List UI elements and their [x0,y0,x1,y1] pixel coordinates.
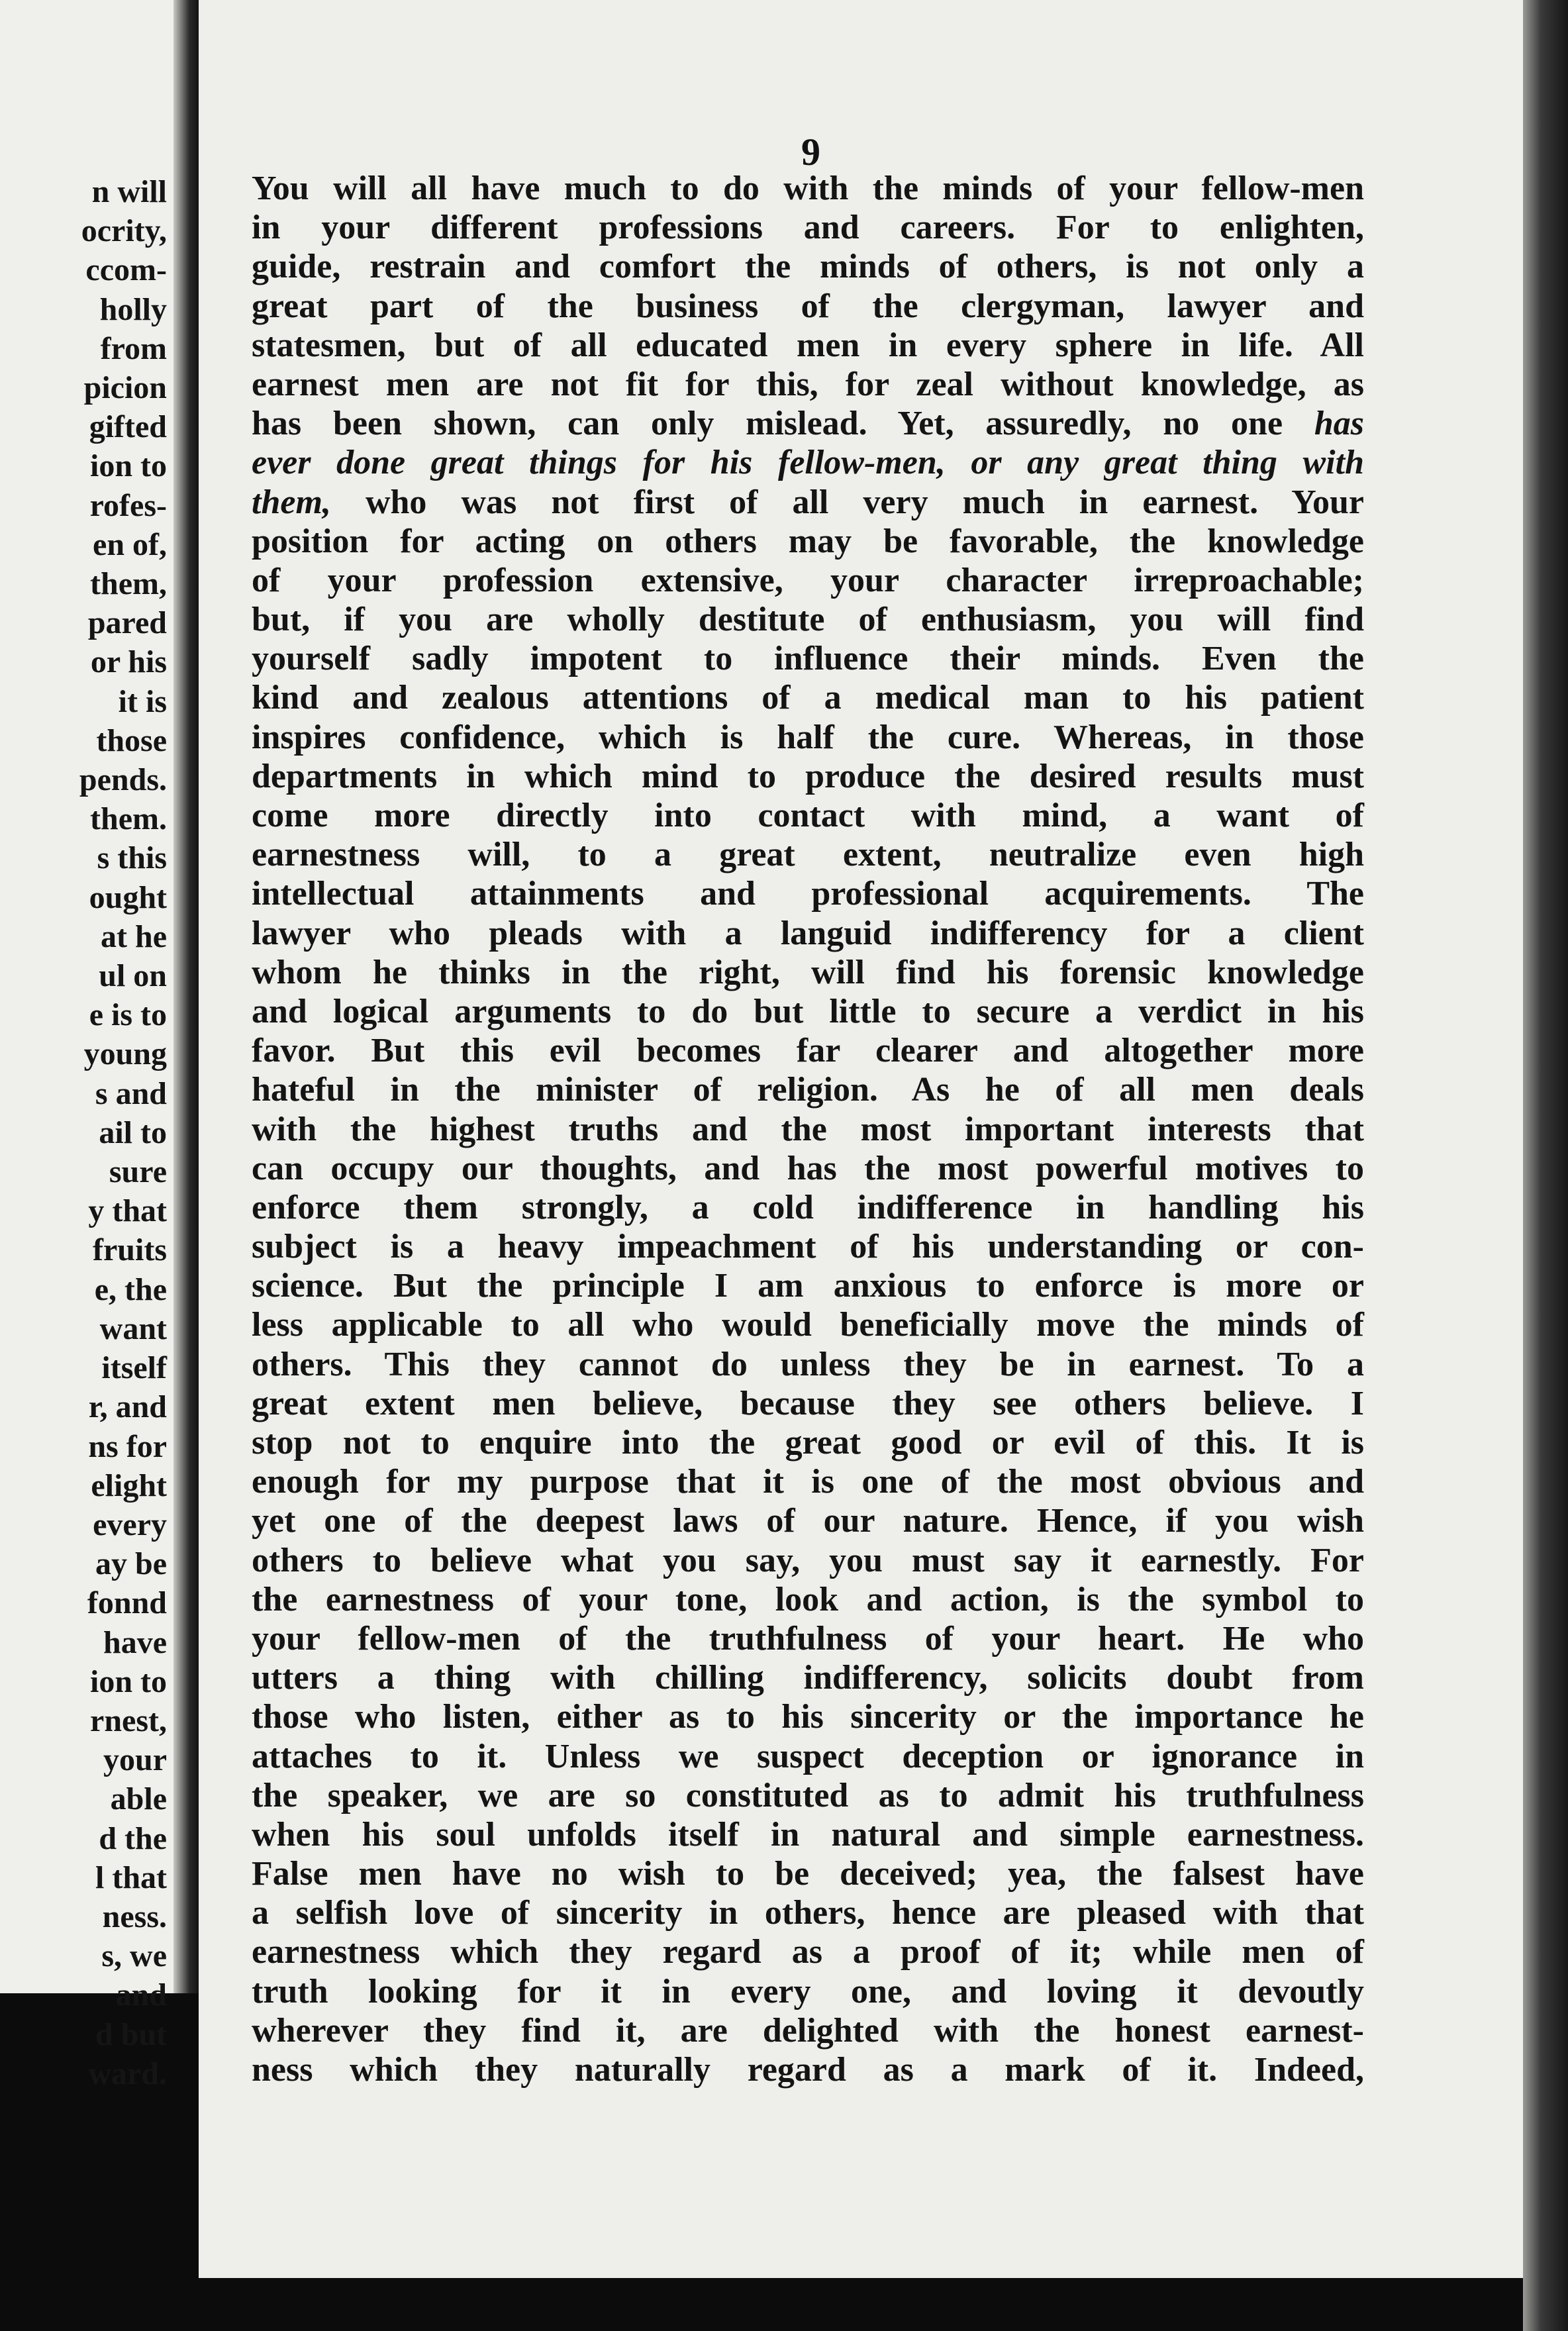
text-line [252,483,1364,522]
book-gutter [173,0,200,1993]
text-segment: in your different professions and careers. For to enlighten, [252,209,1364,247]
left-text-line: en of, [93,526,167,562]
left-text-line: e is to [89,997,167,1033]
text-segment: earnest men are not fit for this, for zeal without knowledge, as [252,365,1364,403]
text-segment: subject is a heavy impeachment of his understanding or con- [252,1228,1364,1266]
text-segment: kind and zealous attentions of a medical man to his patient [252,679,1364,717]
left-text-line: have [103,1624,167,1660]
text-segment: has been shown, can only mislead. Yet, assuredly, no one [252,405,1314,443]
left-text-line: ion to [89,448,167,484]
text-segment: with the highest truths and the most important interests that [252,1110,1364,1148]
text-line [252,1305,1364,1344]
text-line [252,1462,1364,1501]
left-text-line: picion [83,370,167,406]
left-text-line: ail to [99,1115,167,1150]
text-segment: less applicable to all who would beneficially move the minds of [252,1306,1364,1344]
left-text-line: young [83,1036,167,1072]
left-text-line: d the [99,1820,167,1856]
left-text-line: s this [97,840,167,876]
left-text-line: and [115,1977,167,2013]
text-line [252,2050,1364,2089]
left-text-line: ns for [88,1428,167,1464]
text-segment: guide, restrain and comfort the minds of others, is not only a [252,248,1364,286]
text-line [252,874,1364,913]
text-segment: of your profession extensive, your character irreproachable; [252,561,1364,599]
text-line [252,443,1364,482]
left-text-line: those [96,722,167,758]
text-segment: wherever they find it, are delighted with the honest earnest- [252,2011,1364,2050]
text-line [252,1893,1364,1932]
text-line [252,1501,1364,1540]
text-line [252,1031,1364,1070]
text-segment: ness which they naturally regard as a mark of it. Indeed, [252,2051,1364,2089]
text-line [252,522,1364,561]
text-line [252,639,1364,678]
text-line [252,1658,1364,1697]
text-segment: others. This they cannot do unless they be in earnest. To a [252,1345,1364,1383]
left-text-line: it is [118,683,167,719]
left-text-line: ccom- [85,252,167,288]
left-page-text [79,172,167,2093]
text-segment: yet one of the deepest laws of our nature. Hence, if you wish [252,1502,1364,1540]
text-segment: whom he thinks in the right, will find his forensic knowledge [252,953,1364,991]
left-text-line: pends. [79,762,167,798]
left-text-line: s and [95,1075,167,1111]
left-text-line: at he [101,918,167,954]
left-text-line: ness. [102,1899,167,1934]
text-line [252,1266,1364,1305]
text-line [252,1932,1364,1971]
text-segment: inspires confidence, which is half the cure. Whereas, in those [252,718,1364,756]
text-line [252,835,1364,874]
italic-text: has [1314,405,1364,443]
text-segment: come more directly into contact with mind, a want of [252,797,1364,834]
text-segment: False men have no wish to be deceived; yea, the falsest have [252,1855,1364,1893]
text-line [252,1737,1364,1776]
italic-text: them, [252,483,331,521]
text-segment: great extent men believe, because they see others believe. I [252,1384,1364,1422]
left-text-line: able [110,1781,167,1817]
text-segment: departments in which mind to produce the desired results must [252,757,1364,795]
text-line [252,600,1364,639]
text-line [252,1972,1364,2011]
text-line [252,208,1364,247]
text-segment: a selfish love of sincerity in others, hence are pleased with that [252,1894,1364,1932]
left-text-line: ought [89,879,167,915]
left-text-line: every [93,1507,167,1542]
text-line [252,561,1364,600]
text-line [252,757,1364,796]
text-line [252,1110,1364,1149]
text-line [252,1345,1364,1384]
text-segment: but, if you are wholly destitute of enthusiasm, you will find [252,601,1364,639]
text-line [252,365,1364,404]
text-line [252,1619,1364,1658]
text-line [252,1070,1364,1109]
left-text-line: fonnd [87,1585,167,1621]
left-text-line: n will [91,174,167,209]
page-edge-shadow [1523,0,1568,2331]
left-text-line: rnest, [90,1703,167,1738]
text-segment: the earnestness of your tone, look and action, is the symbol to [252,1580,1364,1618]
left-text-line: pared [87,605,167,641]
left-text-line: y that [88,1193,167,1229]
text-line [252,247,1364,286]
left-text-line: sure [109,1154,167,1190]
text-segment: others to believe what you say, you must say it earnestly. For [252,1541,1364,1579]
text-segment: the speaker, we are so constituted as to admit his truthfulness [252,1776,1364,1814]
text-segment: who was not first of all very much in earnest. Your [330,483,1364,521]
text-segment: yourself sadly impotent to influence their minds. Even the [252,640,1364,678]
page-number: 9 [801,130,820,174]
text-segment: hateful in the minister of religion. As he of all men deals [252,1071,1364,1109]
left-text-line: from [100,330,167,366]
left-text-line: them, [90,566,167,602]
left-text-line: ion to [89,1663,167,1699]
text-line [252,1697,1364,1736]
text-segment: favor. But this evil becomes far clearer and altogether more [252,1032,1364,1070]
left-text-line: your [103,1742,167,1778]
text-line [252,1227,1364,1266]
left-text-line: ocrity, [81,213,167,249]
left-text-line: itself [101,1350,167,1386]
left-text-line: fruits [93,1232,167,1268]
text-line [252,992,1364,1031]
text-line [252,1541,1364,1580]
left-page-fragment [0,0,173,2091]
left-text-line: d but [95,2016,167,2052]
left-text-line: ward. [88,2056,167,2091]
left-text-line: holly [99,291,167,327]
left-text-line: rofes- [89,487,167,523]
text-segment: attaches to it. Unless we suspect deception or ignorance in [252,1737,1364,1775]
text-segment: science. But the principle I am anxious to enforce is more or [252,1267,1364,1305]
text-line [252,1423,1364,1462]
text-line [252,1149,1364,1188]
text-segment: lawyer who pleads with a languid indifferency for a client [252,914,1364,952]
text-line [252,914,1364,953]
text-segment: when his soul unfolds itself in natural and simple earnestness. [252,1815,1364,1854]
body-text [252,169,1364,2089]
text-segment: truth looking for it in every one, and loving it devoutly [252,1972,1364,2010]
italic-text: ever done great things for his fellow-men, or any great thing with [252,444,1364,482]
text-segment: can occupy our thoughts, and has the most powerful motives to [252,1149,1364,1187]
left-text-line: ay be [95,1546,167,1582]
text-segment: intellectual attainments and professional acquirements. The [252,875,1364,913]
text-line [252,404,1364,443]
text-segment: position for acting on others may be favorable, the knowledge [252,522,1364,560]
text-line [252,796,1364,835]
text-line [252,1854,1364,1893]
text-segment: great part of the business of the clergyman, lawyer and [252,287,1364,325]
left-text-line: or his [90,644,167,680]
left-text-line: elight [91,1467,167,1503]
text-segment: and logical arguments to do but little to secure a verdict in his [252,992,1364,1030]
text-line [252,1384,1364,1423]
text-line [252,1776,1364,1815]
text-segment: earnestness which they regard as a proof of it; while men of [252,1933,1364,1971]
text-line [252,287,1364,326]
text-segment: your fellow-men of the truthfulness of your heart. He who [252,1619,1364,1658]
text-line [252,718,1364,757]
text-segment: those who listen, either as to his sincerity or the importance he [252,1698,1364,1736]
text-line [252,1580,1364,1619]
left-text-line: l that [95,1860,167,1895]
left-text-line: want [99,1311,167,1346]
left-text-line: r, and [88,1389,167,1425]
left-text-line: gifted [89,409,167,445]
text-line [252,1815,1364,1854]
text-segment: stop not to enquire into the great good or evil of this. It is [252,1424,1364,1462]
text-line [252,326,1364,365]
text-segment: earnestness will, to a great extent, neutralize even high [252,836,1364,874]
text-line [252,678,1364,717]
text-segment: You will all have much to do with the minds of your fellow-men [252,170,1364,207]
text-segment: enough for my purpose that it is one of the most obvious and [252,1463,1364,1501]
left-text-line: them. [90,801,167,837]
text-line [252,1188,1364,1227]
text-segment: utters a thing with chilling indifferency, solicits doubt from [252,1659,1364,1697]
text-segment: statesmen, but of all educated men in every sphere in life. All [252,326,1364,364]
text-line [252,169,1364,208]
left-text-line: ul on [99,958,167,994]
text-line [252,2011,1364,2050]
text-line [252,953,1364,992]
left-text-line: s, we [101,1938,167,1974]
text-segment: enforce them strongly, a cold indifference in handling his [252,1188,1364,1226]
left-text-line: e, the [94,1271,167,1307]
